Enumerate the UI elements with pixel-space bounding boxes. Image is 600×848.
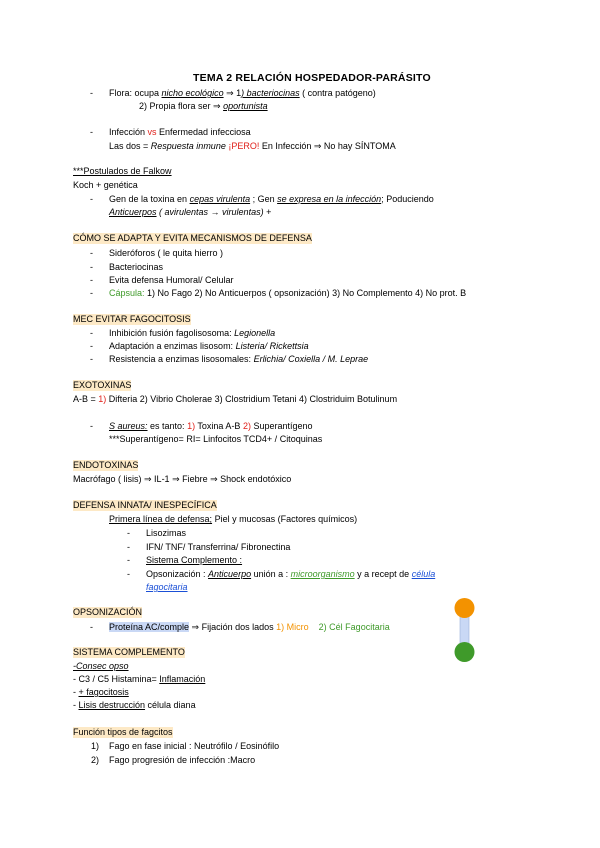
endotoxinas-heading: ENDOTOXINAS [73, 460, 139, 470]
adapta-heading: CÓMO SE ADAPTA Y EVITA MECANISMOS DE DEFENSA [73, 233, 312, 243]
endotoxinas-line: Macrófago ( lisis) ⇒ IL-1 ⇒ Fiebre ⇒ Shock endotóxico [73, 474, 292, 484]
infeccion-line-1: Infección vs Enfermedad infecciosa [109, 127, 251, 137]
complemento-line-3: - + fagocitosis [73, 687, 129, 697]
koch-line-1: Gen de la toxina en cepas virulenta ; Gen se expresa en la infección; Poduciendo [109, 194, 434, 204]
funcion-heading: Función tipos de fagcitos [73, 727, 173, 737]
infeccion-line-2: Las dos = Respuesta inmune ¡PERO! En Infección ⇒ No hay SÍNTOMA [109, 141, 396, 151]
opsonizacion-item-cont: fagocitaria [146, 582, 188, 592]
primera-linea: Primera línea de defensa; Piel y mucosas (Factores químicos) [109, 514, 358, 524]
opsonization-diagram [448, 596, 482, 664]
bullet: - [90, 354, 93, 364]
bullet: - [127, 569, 130, 579]
koch-heading: ***Postulados de Falkow [73, 166, 172, 176]
complemento-line-4: - Lisis destrucción célula diana [73, 700, 196, 710]
bullet: - [90, 127, 93, 137]
bullet: - [90, 421, 93, 431]
mec-line-3: Resistencia a enzimas lisosomales: Erlichia/ Coxiella / M. Leprae [109, 354, 369, 364]
list-item: Bacteriocinas [109, 262, 164, 272]
bullet: - [90, 88, 93, 98]
mec-heading: MEC EVITAR FAGOCITOSIS [73, 314, 191, 324]
phagocyte-circle [455, 642, 475, 662]
list-item: Sideróforos ( le quita hierro ) [109, 248, 224, 258]
bullet: - [90, 248, 93, 258]
bullet: - [90, 622, 93, 632]
page-title: TEMA 2 RELACIÓN HOSPEDADOR-PARÁSITO [193, 72, 431, 84]
koch-line-2: Anticuerpos ( avirulentas → virulentas) + [109, 207, 272, 217]
opsonizacion-item: Opsonización : Anticuerpo unión a : microorganismo y a recept de célula [146, 569, 436, 579]
bullet: - [90, 328, 93, 338]
complemento-line-2: - C3 / C5 Histamina= Inflamación [73, 674, 206, 684]
bullet: - [90, 341, 93, 351]
complemento-heading: SISTEMA COMPLEMENTO [73, 647, 185, 657]
opsonizacion-line: Proteína AC/comple ⇒ Fijación dos lados 1) Micro 2) Cél Fagocitaria [109, 622, 390, 632]
sistema-complemento-item: Sistema Complemento : [146, 555, 243, 565]
list-item: Fago en fase inicial : Neutrófilo / Eosinófilo [109, 741, 280, 751]
opsonizacion-heading: OPSONIZACIÓN [73, 607, 143, 617]
superantigeno-line: ***Superantígeno= RI= Linfocitos TCD4+ / Citoquinas [109, 434, 323, 444]
list-item: IFN/ TNF/ Transferrina/ Fibronectina [146, 542, 291, 552]
bullet: - [127, 528, 130, 538]
mec-line-1: Inhibición fusión fagolisosoma: Legionella [109, 328, 276, 338]
complemento-line-1: -Consec opso [73, 661, 129, 671]
exotoxinas-heading: EXOTOXINAS [73, 380, 132, 390]
list-item: Lisozimas [146, 528, 187, 538]
list-number: 2) [91, 755, 100, 765]
bullet: - [127, 555, 130, 565]
bullet: - [90, 262, 93, 272]
flora-line-2: 2) Propia flora ser ⇒ oportunista [139, 101, 268, 111]
bullet: - [90, 275, 93, 285]
capsula-line: Cápsula: 1) No Fago 2) No Anticuerpos ( opsonización) 3) No Complemento 4) No prot. B [109, 288, 467, 298]
list-number: 1) [91, 741, 100, 751]
list-item: Evita defensa Humoral/ Celular [109, 275, 234, 285]
bullet: - [90, 288, 93, 298]
flora-line-1: Flora: ocupa nicho ecológico ⇒ 1) bacteriocinas ( contra patógeno) [109, 88, 376, 98]
bullet: - [127, 542, 130, 552]
saureus-line: S aureus: es tanto: 1) Toxina A-B 2) Superantígeno [109, 421, 313, 431]
bullet: - [90, 194, 93, 204]
mec-line-2: Adaptación a enzimas lisosom: Listeria/ Rickettsia [109, 341, 309, 351]
defensa-heading: DEFENSA INNATA/ INESPECÍFICA [73, 500, 217, 510]
micro-circle [455, 598, 475, 618]
koch-subheading: Koch + genética [73, 180, 138, 190]
exotoxinas-line-1: A-B = 1) Difteria 2) Vibrio Cholerae 3) Clostridium Tetani 4) Clostriduim Botulinum [73, 394, 398, 404]
list-item: Fago progresión de infección :Macro [109, 755, 256, 765]
